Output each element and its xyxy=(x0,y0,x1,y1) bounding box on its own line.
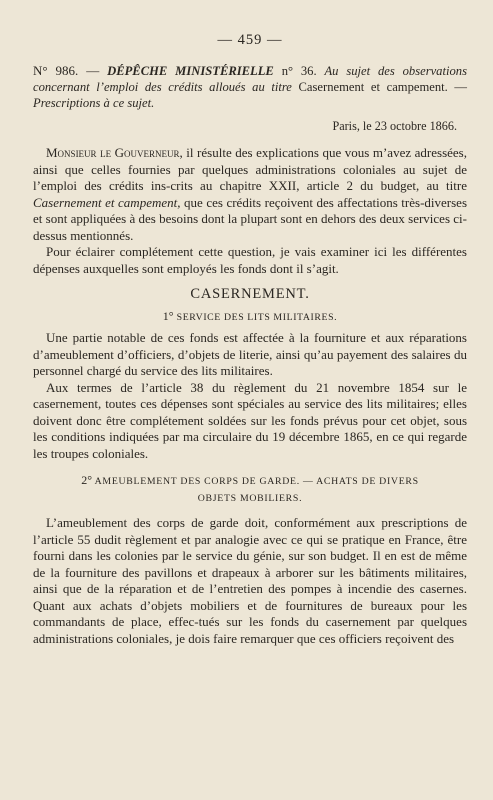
subsection-1-title xyxy=(33,309,467,324)
paragraph-1 xyxy=(33,145,467,244)
paragraph-1-text-a: il résulte des explications que vous m’avez adressées, ainsi que celles fournies par quelques administrations coloniales au sujet de l’emploi des crédits ins-crits au chapitre XXII, article 2 du budget, au titre xyxy=(33,145,467,193)
heading-title: DÉPÊCHE MINISTÉRIELLE xyxy=(107,64,274,78)
heading-prescriptions: Prescriptions à ce sujet. xyxy=(33,96,155,110)
salutation: Monsieur le Gouverneur, xyxy=(46,145,183,160)
document-heading xyxy=(33,63,467,111)
dateline: Paris, le 23 octobre 1866. xyxy=(332,119,457,133)
paragraph-3: Une partie notable de ces fonds est affectée à la fourniture et aux réparations d’ameublement d’officiers, d’objets de literie, ainsi qu’au payement des salaires du personnel chargé du service des lits militaires. xyxy=(33,330,467,378)
paragraph-2: Pour éclairer complétement cette question, je vais examiner ici les différentes dépenses auxquelles sont employés les fonds dont il s’agit. xyxy=(33,244,467,276)
subsection-1-number: 1° xyxy=(162,309,174,323)
paragraph-1-text-b: que ces crédits reçoivent des affectations très-diverses et sont appliquées à des besoins dont la plupart sont en dehors des deux services ci-dessus mentionnés. xyxy=(33,194,468,243)
paragraph-1-italic: Casernement et campement, xyxy=(33,194,181,210)
subsection-2-number: 2° xyxy=(81,473,93,487)
heading-number: N° 986. — xyxy=(33,63,100,78)
subsection-2-title xyxy=(33,472,467,507)
heading-subject: Au sujet des observations concernant l’emploi des crédits alloués au titre xyxy=(33,64,467,94)
heading-subject-title: Casernement et campement. — xyxy=(298,80,468,94)
section-title: CASERNEMENT. xyxy=(190,286,310,302)
page-number: — 459 — xyxy=(217,32,283,48)
heading-title-number: n° 36. xyxy=(281,64,317,78)
subsection-2-line-1: AMEUBLEMENT DES CORPS DE GARDE. — ACHATS DE DIVERS xyxy=(94,476,419,487)
subsection-1-label: SERVICE DES LITS MILITAIRES. xyxy=(176,312,338,323)
subsection-2-line-2: OBJETS MOBILIERS. xyxy=(197,493,303,504)
paragraph-5: L’ameublement des corps de garde doit, conformément aux prescriptions de l’article 55 dudit règlement et par analogie avec ce qui se pratique en France, être fourni dans les colonies par le service du génie, sur son budget. Il en est de même de la fourniture des pavillons et drapeaux à arborer sur les bâtiments militaires, ainsi que de la réparation et de l’entretien des pompes à incendie des casernes. Quant aux achats d’objets mobiliers et de fournitures de bureaux pour les commandants de place, effec-tués sur les fonds du casernement par quelques administrations coloniales, je dois faire remarquer que ces officiers reçoivent des xyxy=(33,515,467,646)
paragraph-4: Aux termes de l’article 38 du règlement du 21 novembre 1854 sur le casernement, toutes ces dépenses sont spéciales au service des lits militaires; elles doivent donc être complétement soldées sur les fonds prévus pour cet objet, sous les conditions indiquées par ma circulaire du 19 décembre 1865, en ce qui regarde les troupes coloniales. xyxy=(33,379,467,461)
